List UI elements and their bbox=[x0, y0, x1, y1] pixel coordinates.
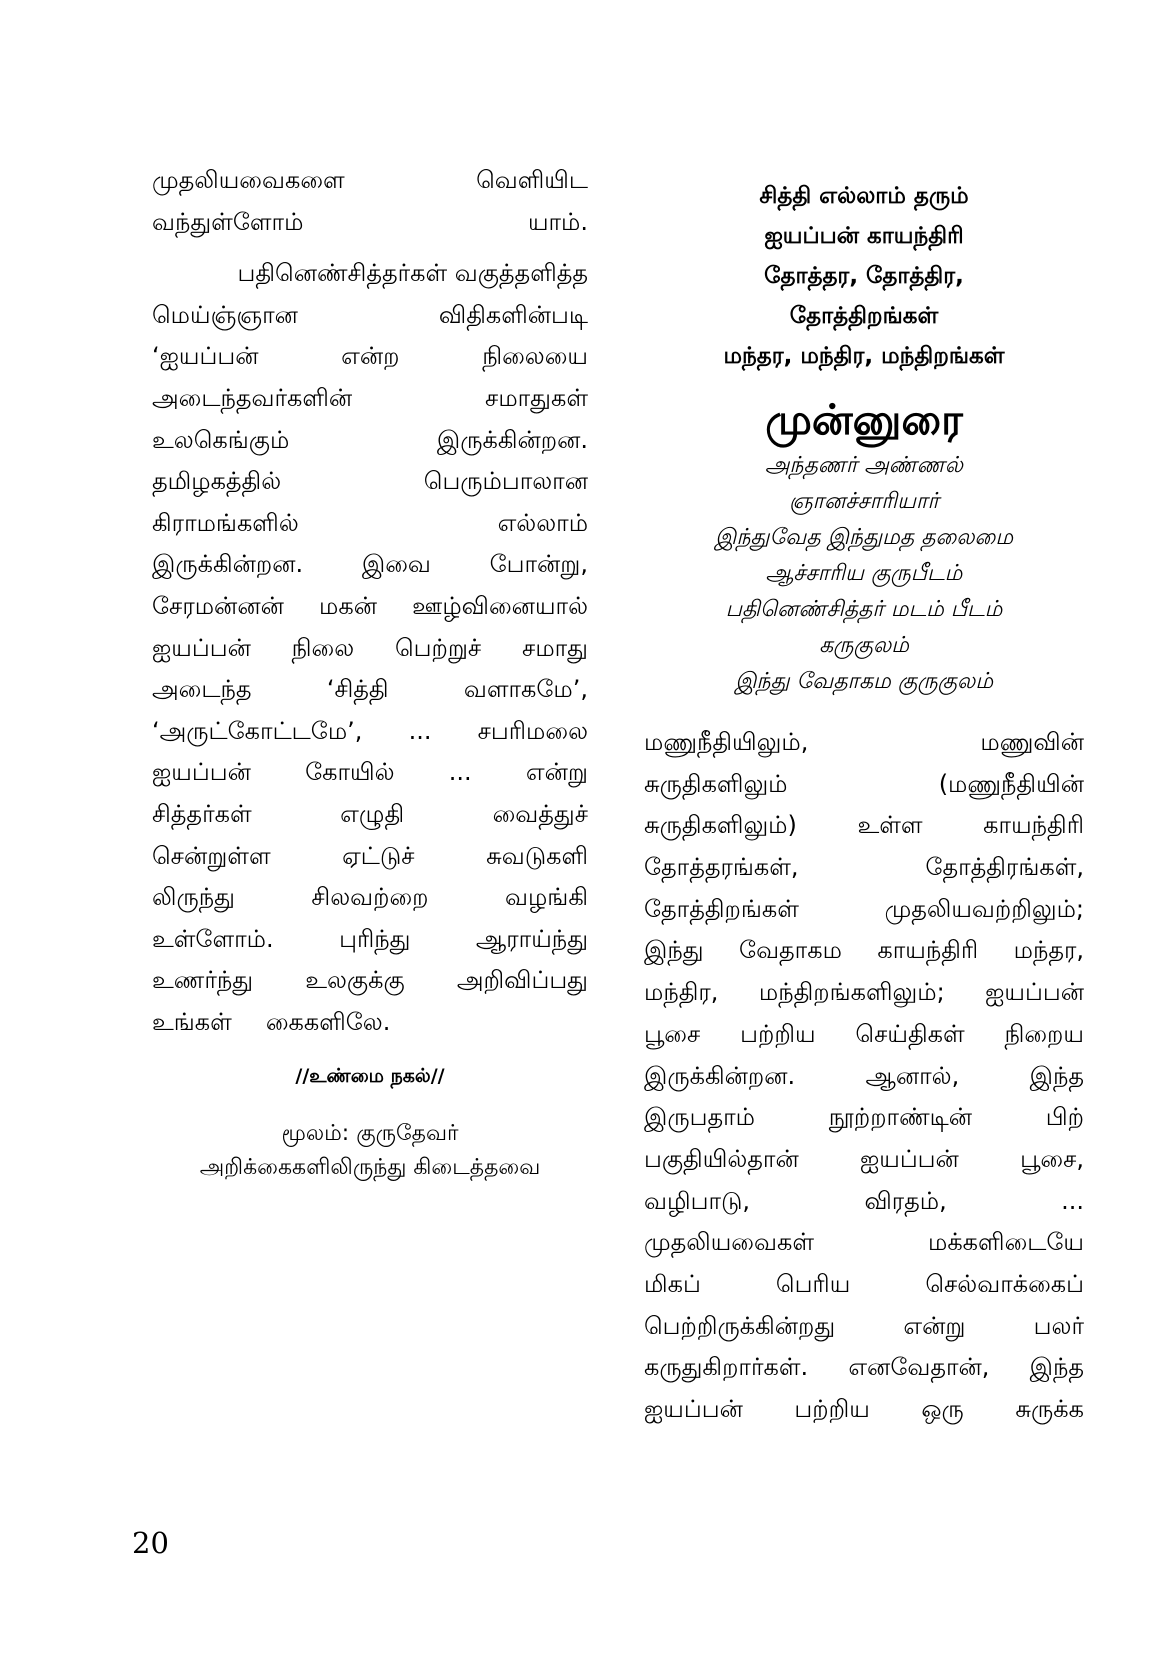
heading-line: ஐயப்பன் காயந்திரி bbox=[764, 223, 964, 249]
word: உலகுக்கு bbox=[305, 966, 405, 995]
word: யாம். bbox=[527, 207, 588, 236]
word: இருக்கின்றன. bbox=[152, 550, 304, 579]
text-line bbox=[152, 960, 588, 1002]
word: மந்திறங்களிலும்; bbox=[758, 978, 945, 1007]
word: ஐயப்பன் bbox=[152, 758, 251, 787]
word: போன்று, bbox=[489, 550, 588, 579]
word: முதலியவற்றிலும்; bbox=[884, 894, 1084, 923]
text-line bbox=[152, 420, 588, 462]
author-line: ஆச்சாரிய குருபீடம் bbox=[765, 561, 963, 586]
word: ... bbox=[448, 758, 472, 787]
text-line bbox=[644, 764, 1084, 806]
word: ஊழ்வினையால் bbox=[412, 591, 588, 620]
word: அடைந்த bbox=[152, 675, 252, 704]
text-line bbox=[152, 253, 588, 295]
word: அடைந்தவர்களின் bbox=[152, 383, 353, 412]
text-line bbox=[152, 295, 588, 337]
word: கோயில் bbox=[305, 758, 395, 787]
word: ‘ஐயப்பன் bbox=[152, 342, 259, 371]
text-line bbox=[152, 877, 588, 919]
word: மெய்ஞ்ஞான bbox=[152, 300, 298, 329]
word: எல்லாம் bbox=[497, 508, 588, 537]
left-column bbox=[152, 160, 588, 1185]
word: தமிழகத்தில் bbox=[152, 467, 282, 496]
author-line: இந்து வேதாகம குருகுலம் bbox=[734, 669, 994, 694]
word: நிறைய bbox=[1004, 1019, 1084, 1048]
text-line bbox=[644, 1097, 1084, 1139]
word: காயந்திரி bbox=[877, 936, 979, 965]
word: பெரும்பாலான bbox=[423, 467, 588, 496]
text-line bbox=[152, 919, 588, 961]
word: பலர் bbox=[1033, 1311, 1084, 1340]
word: பெற்றிருக்கின்றது bbox=[644, 1311, 836, 1340]
text-line bbox=[152, 752, 588, 794]
word: மந்தர, bbox=[1013, 936, 1084, 965]
text-line bbox=[152, 378, 588, 420]
word: முதலியவைகளை bbox=[152, 166, 345, 194]
word: பகுதியில்தான் bbox=[644, 1144, 799, 1173]
word: இருபதாம் bbox=[644, 1103, 755, 1132]
word: ஒரு bbox=[921, 1395, 964, 1423]
word: செய்திகள் bbox=[855, 1019, 965, 1048]
word: தோத்திரங்கள், bbox=[925, 853, 1084, 882]
word: சுருதிகளிலும்) bbox=[644, 811, 797, 840]
word: உணர்ந்து bbox=[152, 966, 254, 995]
word: வேதாகம bbox=[739, 936, 842, 965]
word: ... bbox=[408, 716, 432, 745]
word: எனவேதான், bbox=[848, 1353, 990, 1382]
word: தோத்தரங்கள், bbox=[644, 853, 799, 882]
word: இந்து bbox=[644, 936, 704, 965]
text-line bbox=[644, 1056, 1084, 1098]
word: புரிந்து bbox=[339, 924, 411, 953]
word: மிகப் bbox=[644, 1269, 701, 1298]
text-line bbox=[152, 794, 588, 836]
word: காயந்திரி bbox=[983, 811, 1084, 840]
word: பெரிய bbox=[775, 1269, 851, 1298]
word: நூற்றாண்டின் bbox=[828, 1103, 973, 1132]
word: சிலவற்றை bbox=[311, 883, 429, 912]
left-paragraph-1 bbox=[152, 160, 588, 243]
word: சுவடுகளி bbox=[486, 841, 588, 870]
text-line bbox=[644, 1139, 1084, 1181]
word: எழுதி bbox=[340, 799, 405, 828]
word: உள்ள bbox=[857, 811, 923, 840]
heading-line: சித்தி எல்லாம் தரும் bbox=[759, 183, 969, 209]
word: கிராமங்களில் bbox=[152, 508, 299, 537]
word: அறிவிப்பது bbox=[456, 966, 588, 995]
text-line bbox=[644, 1389, 1084, 1431]
word: என்று bbox=[525, 758, 588, 787]
text-line bbox=[152, 836, 588, 878]
word: என்ற bbox=[341, 342, 400, 371]
word: மணுநீதியிலும், bbox=[644, 728, 809, 756]
text-line bbox=[644, 1347, 1084, 1389]
author-line: பதினெண்சித்தர் மடம் பீடம் bbox=[725, 597, 1003, 622]
text-line bbox=[644, 722, 1084, 764]
text-line bbox=[152, 544, 588, 586]
word: வழங்கி bbox=[505, 883, 588, 912]
text-line bbox=[644, 930, 1084, 972]
word: செல்வாக்கைப் bbox=[925, 1269, 1084, 1298]
right-body-text bbox=[644, 722, 1084, 1431]
word: நிலை bbox=[291, 633, 355, 662]
word: மக்களிடையே bbox=[928, 1228, 1084, 1257]
word: ‘அருட்கோட்டமே’, bbox=[152, 716, 363, 745]
true-copy-note: //உண்மை நகல்// bbox=[295, 1065, 445, 1088]
text-line bbox=[644, 1306, 1084, 1348]
word: ஆராய்ந்து bbox=[475, 924, 588, 953]
word: வந்துள்ளோம் bbox=[152, 207, 304, 236]
word: வளாகமே’, bbox=[463, 675, 588, 704]
word: உங்கள் bbox=[152, 1007, 232, 1036]
text-line bbox=[644, 972, 1084, 1014]
word: ஆனால், bbox=[865, 1061, 960, 1090]
word: நிலையை bbox=[482, 342, 588, 371]
word: உள்ளோம். bbox=[152, 924, 274, 953]
word: சித்தர்கள் bbox=[152, 799, 252, 828]
word: ஐயப்பன் bbox=[985, 978, 1084, 1007]
text-line bbox=[644, 805, 1084, 847]
author-line: ஞானச்சாரியார் bbox=[788, 489, 939, 514]
section-title: முன்னுரை bbox=[765, 395, 963, 444]
left-paragraph-2 bbox=[152, 253, 588, 1043]
author-block bbox=[644, 448, 1084, 700]
word: சபரிமலை bbox=[477, 716, 588, 745]
word: பிற் bbox=[1045, 1103, 1084, 1132]
word: உலகெங்கும் bbox=[152, 425, 290, 454]
word: கருதுகிறார்கள். bbox=[644, 1353, 809, 1382]
word: ஐயப்பன் bbox=[644, 1395, 743, 1423]
text-line bbox=[152, 669, 588, 711]
author-line: அந்தணர் அண்ணல் bbox=[764, 453, 964, 478]
word: வழிபாடு, bbox=[644, 1186, 751, 1215]
word: பூசை, bbox=[1020, 1144, 1084, 1173]
word: சமாது bbox=[522, 633, 588, 662]
word: (மணுநீதியின் bbox=[938, 769, 1084, 798]
text-line bbox=[152, 336, 588, 378]
text-line bbox=[152, 202, 588, 244]
word: இந்த bbox=[1029, 1061, 1084, 1090]
word: தோத்திறங்கள் bbox=[644, 894, 799, 923]
word: பற்றிய bbox=[794, 1395, 870, 1423]
source-line-detail: அறிக்கைகளிலிருந்து கிடைத்தவை bbox=[199, 1155, 541, 1181]
text-line bbox=[152, 461, 588, 503]
word: ஐயப்பன் bbox=[859, 1144, 959, 1173]
word: வைத்துச் bbox=[492, 799, 588, 828]
word: மகன் bbox=[319, 591, 377, 620]
word: சமாதுகள் bbox=[485, 383, 588, 412]
word: கைகளிலே. bbox=[265, 1007, 391, 1036]
word: பெற்றுச் bbox=[394, 633, 482, 662]
word: இந்த bbox=[1029, 1353, 1084, 1382]
word: என்று bbox=[903, 1311, 966, 1340]
word: மந்திர, bbox=[644, 978, 719, 1007]
word: பற்றிய bbox=[740, 1019, 816, 1048]
word: இருக்கின்றன. bbox=[644, 1061, 796, 1090]
text-line bbox=[152, 586, 588, 628]
word: மணுவின் bbox=[980, 728, 1084, 756]
word: சேரமன்னன் bbox=[152, 591, 284, 620]
source-line: மூலம்: குருதேவர் bbox=[281, 1121, 459, 1147]
word: வெளியிட bbox=[476, 166, 588, 194]
text-line bbox=[644, 847, 1084, 889]
text-line bbox=[152, 503, 588, 545]
book-heading bbox=[644, 176, 1084, 376]
word: இருக்கின்றன. bbox=[436, 425, 588, 454]
word: இவை bbox=[361, 550, 431, 579]
text-line bbox=[152, 160, 588, 202]
word: பதினெண்சித்தர்கள் வகுத்தளித்த bbox=[237, 259, 588, 288]
word: விரதம், bbox=[864, 1186, 947, 1215]
word: பூசை bbox=[644, 1019, 701, 1048]
text-line bbox=[644, 889, 1084, 931]
word: சுருக்க bbox=[1015, 1395, 1084, 1423]
text-line bbox=[644, 1222, 1084, 1264]
page-number: 20 bbox=[132, 1526, 169, 1560]
word: சுருதிகளிலும் bbox=[644, 769, 788, 798]
word: ஐயப்பன் bbox=[152, 633, 251, 662]
word: ‘சித்தி bbox=[326, 675, 389, 704]
word: முதலியவைகள் bbox=[644, 1228, 814, 1257]
text-line bbox=[152, 628, 588, 670]
text-line bbox=[644, 1014, 1084, 1056]
word: ஏட்டுச் bbox=[342, 841, 415, 870]
author-line: இந்துவேத இந்துமத தலைமை bbox=[714, 525, 1014, 550]
heading-line: தோத்தர, தோத்திர, bbox=[764, 263, 964, 289]
text-line bbox=[644, 1181, 1084, 1223]
word: லிருந்து bbox=[152, 883, 235, 912]
text-line bbox=[152, 1002, 588, 1044]
text-line bbox=[644, 1264, 1084, 1306]
author-line: கருகுலம் bbox=[819, 633, 909, 658]
word: விதிகளின்படி bbox=[438, 300, 588, 329]
word: சென்றுள்ள bbox=[152, 841, 271, 870]
text-line bbox=[152, 711, 588, 753]
heading-line: தோத்திறங்கள் bbox=[789, 303, 939, 329]
heading-line: மந்தர, மந்திர, மந்திறங்கள் bbox=[723, 343, 1005, 369]
right-column bbox=[644, 176, 1084, 1431]
word: ... bbox=[1061, 1186, 1084, 1215]
